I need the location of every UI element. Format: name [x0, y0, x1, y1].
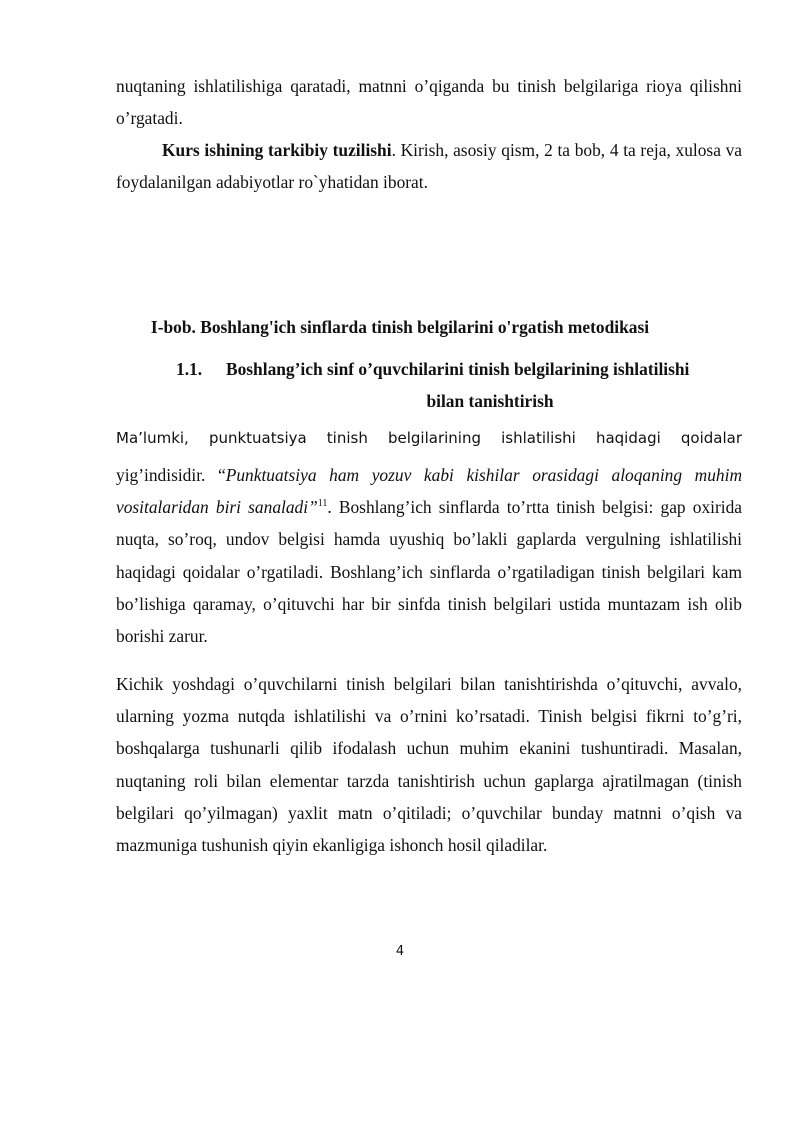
punctuation-lead: yig’indisidir. “: [116, 465, 226, 485]
section-title-line2: bilan tanishtirish: [426, 391, 554, 411]
punctuation-rest: . Boshlang’ich sinflarda to’rtta tinish belgisi: gap oxirida nuqta, so’roq, undov belgisi hamda uyushiq bo’lakli gaplarda vergulning ishlatilishi haqidagi qoidalar o’rgatiladi. Boshlang’ich sinflarda o’rgatiladigan tinish belgilari kam bo’lishiga qaramay, o’qituvchi har bir sinfda tinish belgilari ustida muntazam ish olib borishi zarur.: [116, 497, 743, 647]
footnote-marker: 11: [317, 498, 328, 510]
paragraph-structure: [116, 134, 742, 198]
punctuation-quote: Punktuatsiya ham yozuv kabi kishilar orasidagi aloqaning muhim vositalaridan biri sanaladi”: [116, 465, 742, 518]
paragraph-intro-first-line: Ma’lumki, punktuatsiya tinish belgilarining ishlatilishi haqidagi qoidalar: [116, 429, 742, 447]
page-number: 4: [395, 944, 405, 959]
structure-bold-lead: Kurs ishining tarkibiy tuzilishi: [162, 140, 392, 160]
structure-text: . Kirish, asosiy qism, 2 ta bob, 4 ta reja, xulosa va foydalanilgan adabiyotlar ro`yhatidan iborat.: [116, 140, 743, 193]
paragraph-continued: nuqtaning ishlatilishiga qaratadi, matnni o’qiganda bu tinish belgilariga rioya qilishni o’rgatadi.: [116, 76, 742, 129]
section-title: [176, 353, 744, 417]
paragraph-punctuation: [116, 459, 742, 652]
paragraph-teaching: Kichik yoshdagi o’quvchilarni tinish belgilari bilan tanishtirishda o’qituvchi, avvalo, ularning yozma nutqda ishlatilishi va o’rnini ko’rsatadi. Tinish belgisi fikrni to’g’ri, boshqalarga tushunarli qilib ifodalash uchun muhim ekanini tushuntiradi. Masalan, nuqtaning roli bilan elementar tarzda tanishtirish uchun gaplarga ajratilmagan (tinish belgilari qo’yilmagan) yaxlit matn o’qitiladi; o’quvchilar bunday matnni o’qish va mazmuniga tushunish qiyin ekanligiga ishonch hosil qiladilar.: [116, 674, 742, 856]
section-title-line1: Boshlang’ich sinf o’quvchilarini tinish belgilarining ishlatilishi: [226, 359, 690, 379]
chapter-title: I-bob. Boshlang'ich sinflarda tinish belgilarini o'rgatish metodikasi: [150, 317, 650, 337]
section-number: 1.1.: [176, 359, 203, 379]
